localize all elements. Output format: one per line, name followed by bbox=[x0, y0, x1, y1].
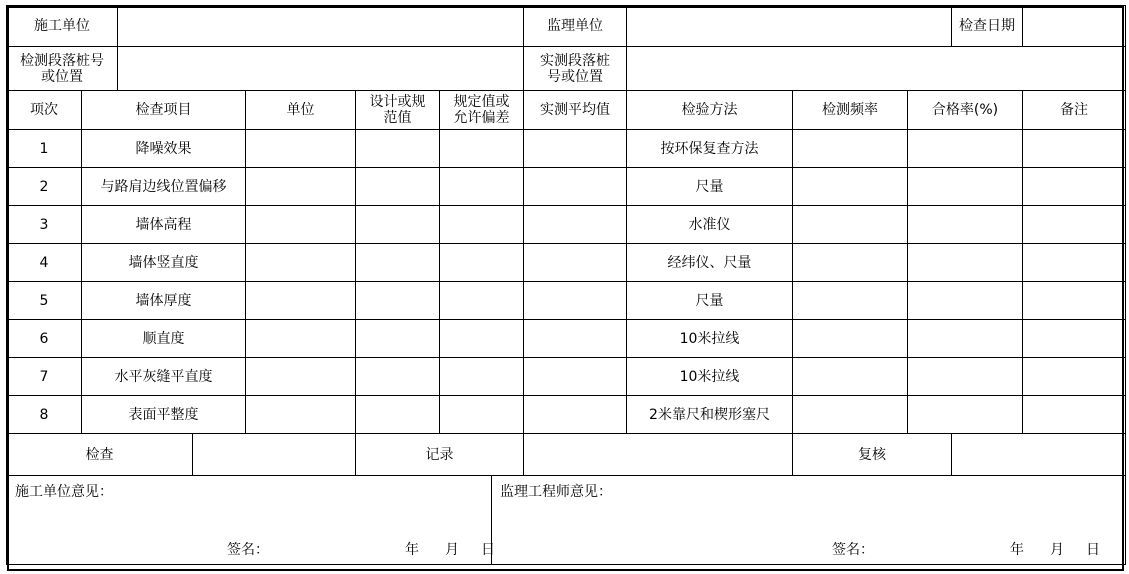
pass-rate-cell[interactable] bbox=[908, 282, 1023, 320]
supervision-unit-field[interactable] bbox=[627, 6, 952, 47]
col-tolerance-line1: 规定值或 bbox=[453, 94, 510, 110]
table-row bbox=[7, 320, 1126, 358]
tolerance-cell[interactable] bbox=[440, 130, 524, 168]
section-label bbox=[7, 47, 118, 91]
actual-section-label bbox=[524, 47, 627, 91]
design-cell[interactable] bbox=[356, 130, 440, 168]
pass-rate-cell[interactable] bbox=[908, 130, 1023, 168]
table-row bbox=[7, 358, 1126, 396]
construction-sign-label: 签名： bbox=[227, 542, 269, 558]
col-check-item: 检查项目 bbox=[82, 91, 246, 130]
remarks-cell[interactable] bbox=[1023, 206, 1126, 244]
measured-cell[interactable] bbox=[524, 130, 627, 168]
item-no: 4 bbox=[7, 244, 82, 282]
col-pass-rate: 合格率(%) bbox=[908, 91, 1023, 130]
item-no: 5 bbox=[7, 282, 82, 320]
measured-cell[interactable] bbox=[524, 320, 627, 358]
frequency-cell[interactable] bbox=[793, 320, 908, 358]
design-cell[interactable] bbox=[356, 320, 440, 358]
section-field[interactable] bbox=[118, 47, 524, 91]
item-no: 6 bbox=[7, 320, 82, 358]
tolerance-cell[interactable] bbox=[440, 244, 524, 282]
supervisor-year-label: 年 bbox=[1010, 542, 1024, 558]
tolerance-cell[interactable] bbox=[440, 358, 524, 396]
item-method: 尺量 bbox=[627, 168, 793, 206]
frequency-cell[interactable] bbox=[793, 244, 908, 282]
pass-rate-cell[interactable] bbox=[908, 396, 1023, 434]
item-no: 2 bbox=[7, 168, 82, 206]
item-method: 10米拉线 bbox=[627, 320, 793, 358]
col-design bbox=[356, 91, 440, 130]
measured-cell[interactable] bbox=[524, 168, 627, 206]
supervisor-day-label: 日 bbox=[1086, 542, 1100, 558]
remarks-cell[interactable] bbox=[1023, 282, 1126, 320]
design-cell[interactable] bbox=[356, 244, 440, 282]
item-name: 水平灰缝平直度 bbox=[82, 358, 246, 396]
table-row bbox=[7, 168, 1126, 206]
pass-rate-cell[interactable] bbox=[908, 206, 1023, 244]
section-label-line1: 检测段落桩号 bbox=[20, 52, 104, 69]
item-method: 尺量 bbox=[627, 282, 793, 320]
remarks-cell[interactable] bbox=[1023, 320, 1126, 358]
unit-cell[interactable] bbox=[246, 396, 356, 434]
review-field[interactable] bbox=[952, 434, 1126, 476]
tolerance-cell[interactable] bbox=[440, 282, 524, 320]
supervision-unit-label: 监理单位 bbox=[524, 6, 627, 47]
table-row bbox=[7, 206, 1126, 244]
design-cell[interactable] bbox=[356, 206, 440, 244]
measured-cell[interactable] bbox=[524, 396, 627, 434]
inspection-date-field[interactable] bbox=[1023, 6, 1126, 47]
section-label-line2: 或位置 bbox=[41, 68, 83, 85]
construction-day-label: 日 bbox=[481, 542, 495, 558]
design-cell[interactable] bbox=[356, 168, 440, 206]
tolerance-cell[interactable] bbox=[440, 206, 524, 244]
supervisor-opinion-label: 监理工程师意见： bbox=[500, 484, 612, 500]
unit-cell[interactable] bbox=[246, 282, 356, 320]
remarks-cell[interactable] bbox=[1023, 130, 1126, 168]
supervisor-opinion-box[interactable] bbox=[492, 476, 1126, 565]
table-row bbox=[7, 396, 1126, 434]
unit-cell[interactable] bbox=[246, 168, 356, 206]
item-name: 墙体竖直度 bbox=[82, 244, 246, 282]
measured-cell[interactable] bbox=[524, 206, 627, 244]
col-measured-avg: 实测平均值 bbox=[524, 91, 627, 130]
construction-month-label: 月 bbox=[445, 542, 459, 558]
record-label: 记录 bbox=[356, 434, 524, 476]
item-method: 10米拉线 bbox=[627, 358, 793, 396]
measured-cell[interactable] bbox=[524, 282, 627, 320]
tolerance-cell[interactable] bbox=[440, 320, 524, 358]
col-tolerance-line2: 允许偏差 bbox=[453, 110, 510, 126]
item-method: 经纬仪、尺量 bbox=[627, 244, 793, 282]
construction-unit-label: 施工单位 bbox=[7, 6, 118, 47]
frequency-cell[interactable] bbox=[793, 282, 908, 320]
design-cell[interactable] bbox=[356, 396, 440, 434]
pass-rate-cell[interactable] bbox=[908, 320, 1023, 358]
unit-cell[interactable] bbox=[246, 320, 356, 358]
item-method: 按环保复查方法 bbox=[627, 130, 793, 168]
item-name: 墙体厚度 bbox=[82, 282, 246, 320]
col-remarks: 备注 bbox=[1023, 91, 1126, 130]
pass-rate-cell[interactable] bbox=[908, 168, 1023, 206]
design-cell[interactable] bbox=[356, 282, 440, 320]
tolerance-cell[interactable] bbox=[440, 168, 524, 206]
check-label: 检查 bbox=[7, 434, 193, 476]
remarks-cell[interactable] bbox=[1023, 244, 1126, 282]
pass-rate-cell[interactable] bbox=[908, 244, 1023, 282]
remarks-cell[interactable] bbox=[1023, 396, 1126, 434]
record-field[interactable] bbox=[524, 434, 793, 476]
tolerance-cell[interactable] bbox=[440, 396, 524, 434]
review-label: 复核 bbox=[793, 434, 952, 476]
col-tolerance bbox=[440, 91, 524, 130]
frequency-cell[interactable] bbox=[793, 130, 908, 168]
construction-year-label: 年 bbox=[405, 542, 419, 558]
item-name: 顺直度 bbox=[82, 320, 246, 358]
item-method: 2米靠尺和楔形塞尺 bbox=[627, 396, 793, 434]
item-name: 墙体高程 bbox=[82, 206, 246, 244]
table-row bbox=[7, 282, 1126, 320]
item-no: 1 bbox=[7, 130, 82, 168]
frequency-cell[interactable] bbox=[793, 206, 908, 244]
supervisor-month-label: 月 bbox=[1050, 542, 1064, 558]
check-field[interactable] bbox=[193, 434, 356, 476]
frequency-cell[interactable] bbox=[793, 396, 908, 434]
item-no: 3 bbox=[7, 206, 82, 244]
table-row bbox=[7, 130, 1126, 168]
measured-cell[interactable] bbox=[524, 244, 627, 282]
frequency-cell[interactable] bbox=[793, 168, 908, 206]
item-name: 表面平整度 bbox=[82, 396, 246, 434]
supervisor-sign-label: 签名： bbox=[832, 542, 874, 558]
design-cell[interactable] bbox=[356, 358, 440, 396]
col-frequency: 检测频率 bbox=[793, 91, 908, 130]
item-no: 7 bbox=[7, 358, 82, 396]
item-method: 水准仪 bbox=[627, 206, 793, 244]
item-no: 8 bbox=[7, 396, 82, 434]
unit-cell[interactable] bbox=[246, 206, 356, 244]
unit-cell[interactable] bbox=[246, 244, 356, 282]
col-design-line1: 设计或规 bbox=[369, 94, 426, 110]
actual-section-label-line1: 实测段落桩 bbox=[540, 52, 611, 69]
item-name: 降噪效果 bbox=[82, 130, 246, 168]
table-row bbox=[7, 244, 1126, 282]
col-method: 检验方法 bbox=[627, 91, 793, 130]
col-unit: 单位 bbox=[246, 91, 356, 130]
remarks-cell[interactable] bbox=[1023, 168, 1126, 206]
item-name: 与路肩边线位置偏移 bbox=[82, 168, 246, 206]
col-item-no: 项次 bbox=[7, 91, 82, 130]
construction-opinion-label: 施工单位意见： bbox=[15, 484, 113, 500]
inspection-form bbox=[6, 5, 1126, 565]
unit-cell[interactable] bbox=[246, 130, 356, 168]
actual-section-label-line2: 号或位置 bbox=[547, 68, 604, 85]
remarks-cell[interactable] bbox=[1023, 358, 1126, 396]
inspection-date-label: 检查日期 bbox=[952, 6, 1023, 47]
construction-opinion-box[interactable] bbox=[7, 476, 495, 565]
unit-cell[interactable] bbox=[246, 358, 356, 396]
col-design-line2: 范值 bbox=[383, 110, 412, 126]
construction-unit-field[interactable] bbox=[118, 6, 524, 47]
measured-cell[interactable] bbox=[524, 358, 627, 396]
frequency-cell[interactable] bbox=[793, 358, 908, 396]
actual-section-field[interactable] bbox=[627, 47, 1126, 91]
pass-rate-cell[interactable] bbox=[908, 358, 1023, 396]
